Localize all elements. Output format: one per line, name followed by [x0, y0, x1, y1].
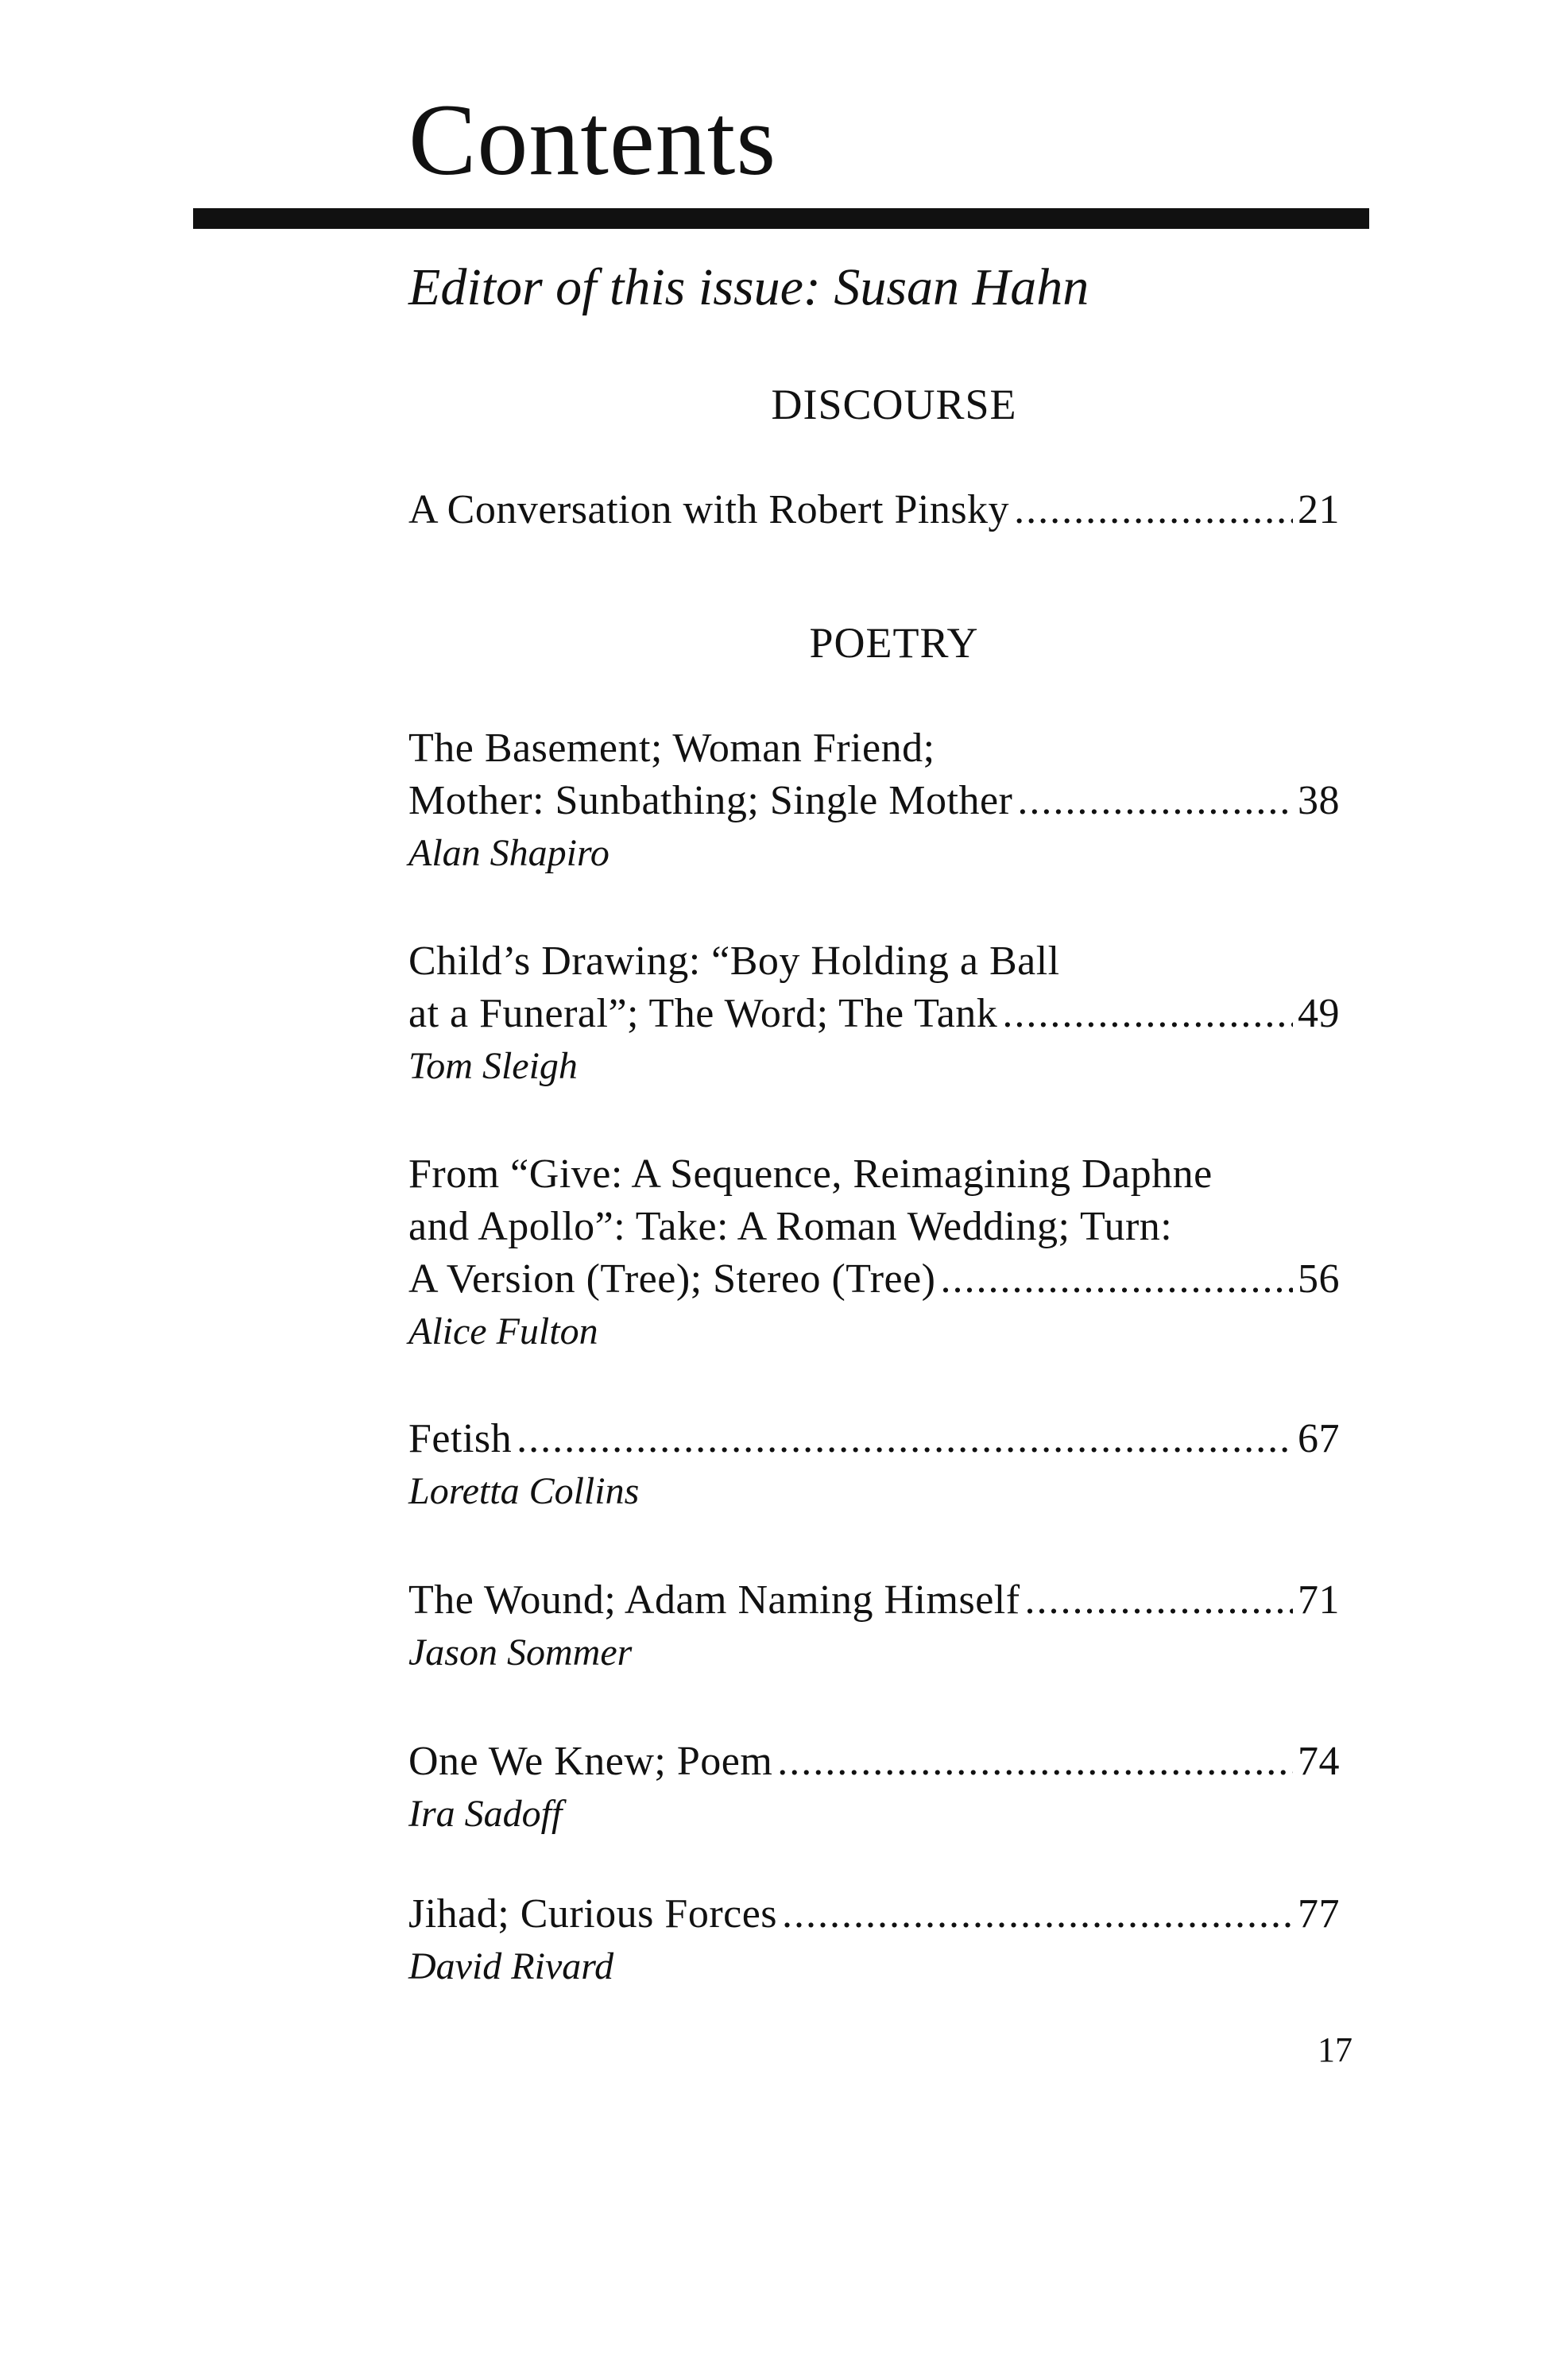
- toc-entry-title: A Version (Tree); Stereo (Tree): [408, 1256, 936, 1302]
- toc-entry-author: Loretta Collins: [408, 1470, 640, 1512]
- page-number: 17: [1318, 2030, 1353, 2069]
- toc-entry-title-line: [408, 484, 1340, 536]
- toc-entry-title-line: [408, 1888, 1340, 1941]
- toc-entry-author: Tom Sleigh: [408, 1045, 578, 1087]
- dot-leader: [777, 1736, 1293, 1788]
- toc-entry-sommer[interactable]: [408, 1574, 1340, 1679]
- toc-entry-author: Alice Fulton: [408, 1310, 598, 1353]
- toc-entry-author: Ira Sadoff: [408, 1793, 563, 1835]
- toc-entry-fulton[interactable]: [408, 1148, 1340, 1358]
- toc-entry-title: The Wound; Adam Naming Himself: [408, 1577, 1020, 1623]
- section-heading-discourse: DISCOURSE: [771, 381, 1017, 428]
- dot-leader: [1014, 484, 1293, 536]
- toc-entry-page-number: 77: [1298, 1891, 1340, 1937]
- toc-entry-title: at a Funeral”; The Word; The Tank: [408, 991, 998, 1036]
- toc-entry-page-number: 71: [1298, 1577, 1340, 1623]
- toc-entry-title: A Conversation with Robert Pinsky: [408, 487, 1010, 532]
- title-rule: [193, 208, 1369, 229]
- toc-entry-shapiro[interactable]: [408, 722, 1340, 880]
- toc-entry-page-number: 49: [1298, 991, 1340, 1036]
- toc-entry-author: David Rivard: [408, 1945, 614, 1987]
- toc-entry-title: Jihad; Curious Forces: [408, 1891, 778, 1937]
- toc-entry-title-line: and Apollo”: Take: A Roman Wedding; Turn:: [408, 1204, 1173, 1249]
- page-title: Contents: [408, 83, 777, 196]
- toc-entry-author: Alan Shapiro: [408, 832, 610, 874]
- toc-entry-title: Fetish: [408, 1416, 513, 1461]
- toc-entry-title-line: [408, 988, 1340, 1040]
- toc-entry-collins[interactable]: [408, 1413, 1340, 1518]
- toc-entry-rivard[interactable]: [408, 1888, 1340, 1993]
- toc-entry-pinsky[interactable]: [408, 484, 1340, 536]
- toc-entry-sadoff[interactable]: [408, 1736, 1340, 1840]
- toc-entry-title-line: [408, 775, 1340, 827]
- toc-entry-page-number: 21: [1298, 487, 1340, 532]
- toc-entry-page-number: 38: [1298, 778, 1340, 823]
- dot-leader: [1025, 1574, 1293, 1627]
- toc-entry-page-number: 56: [1298, 1256, 1340, 1302]
- toc-entry-title: One We Knew; Poem: [408, 1739, 773, 1784]
- toc-entry-page-number: 74: [1298, 1739, 1340, 1784]
- toc-entry-sleigh[interactable]: [408, 935, 1340, 1093]
- toc-entry-title-line: [408, 1253, 1340, 1306]
- toc-entry-page-number: 67: [1298, 1416, 1340, 1461]
- section-heading-poetry: POETRY: [809, 619, 979, 667]
- toc-entry-title-line: Child’s Drawing: “Boy Holding a Ball: [408, 938, 1060, 984]
- toc-entry-title-line: [408, 1413, 1340, 1465]
- dot-leader: [1002, 988, 1293, 1040]
- dot-leader: [782, 1888, 1293, 1941]
- toc-entry-title-line: [408, 1574, 1340, 1627]
- toc-entry-title-line: From “Give: A Sequence, Reimagining Daphne: [408, 1151, 1213, 1197]
- editor-line: Editor of this issue: Susan Hahn: [408, 258, 1089, 316]
- toc-entry-author: Jason Sommer: [408, 1631, 633, 1674]
- dot-leader: [941, 1253, 1294, 1306]
- toc-entry-title-line: The Basement; Woman Friend;: [408, 726, 935, 771]
- dot-leader: [1017, 775, 1293, 827]
- toc-entry-title: Mother: Sunbathing; Single Mother: [408, 778, 1013, 823]
- dot-leader: [517, 1413, 1293, 1465]
- toc-entry-title-line: [408, 1736, 1340, 1788]
